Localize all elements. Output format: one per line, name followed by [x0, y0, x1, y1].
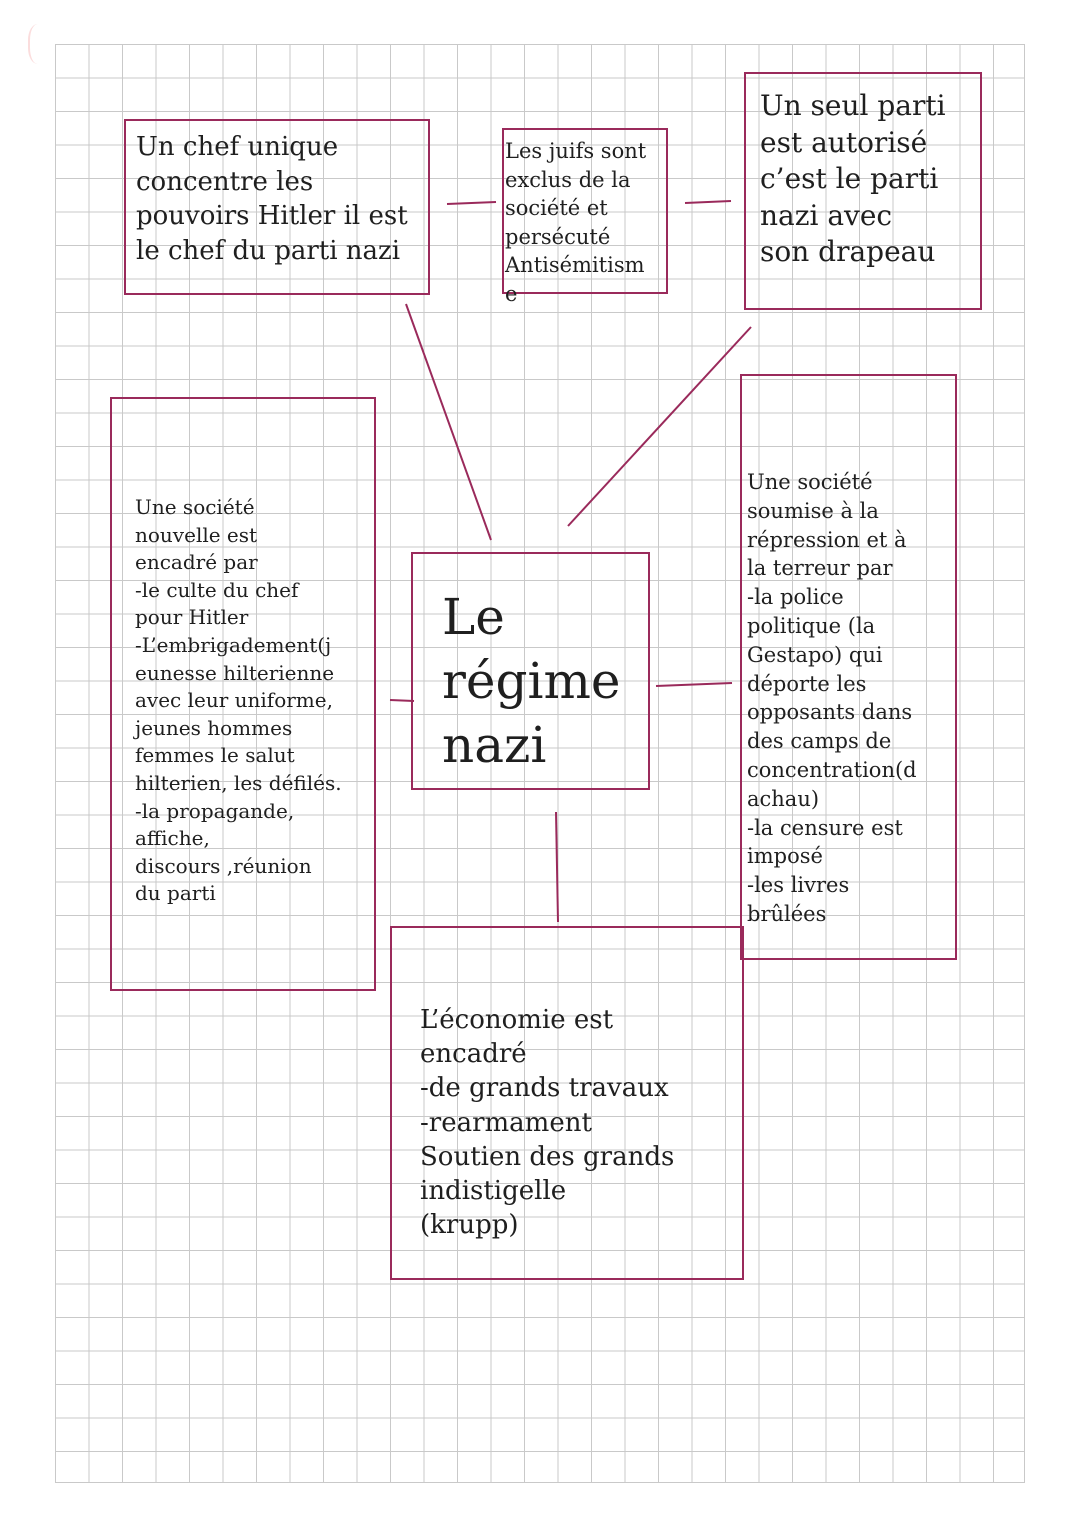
connector-parti-center	[568, 327, 751, 526]
text-juifs: Les juifs sont exclus de la société et persécuté Antisémitism e	[505, 139, 647, 306]
connector-chef-center	[406, 304, 491, 540]
text-economie: L’économie est encadré -de grands travaux -rearmament Soutien des grands indistigelle (krupp)	[420, 1005, 675, 1241]
connector-center-bottom	[556, 812, 558, 922]
connector-center-right	[656, 683, 732, 686]
text-repression: Une société soumise à la répression et à la terreur par -la police politique (la Gestapo) qui déporte les opposants dans des camps de concentration(d achau) -la censure est imposé -les livres brûlées	[747, 470, 917, 926]
text-societe-nouvelle: Une société nouvelle est encadré par -le culte du chef pour Hitler -L’embrigadement(j eunesse hilterienne avec leur uniforme, jeunes hommes femmes le salut hilterien, les défilés. -la propagande, affiche, discours ,réunion du parti	[135, 495, 342, 906]
text-seul-parti: Un seul parti est autorisé c’est le parti nazi avec son drapeau	[760, 89, 946, 268]
center-title: Le régime nazi	[442, 588, 621, 774]
connector-juifs-parti	[685, 201, 731, 203]
connector-chef-juifs	[447, 202, 496, 204]
text-chef-unique: Un chef unique concentre les pouvoirs Hitler il est le chef du parti nazi	[136, 132, 408, 266]
